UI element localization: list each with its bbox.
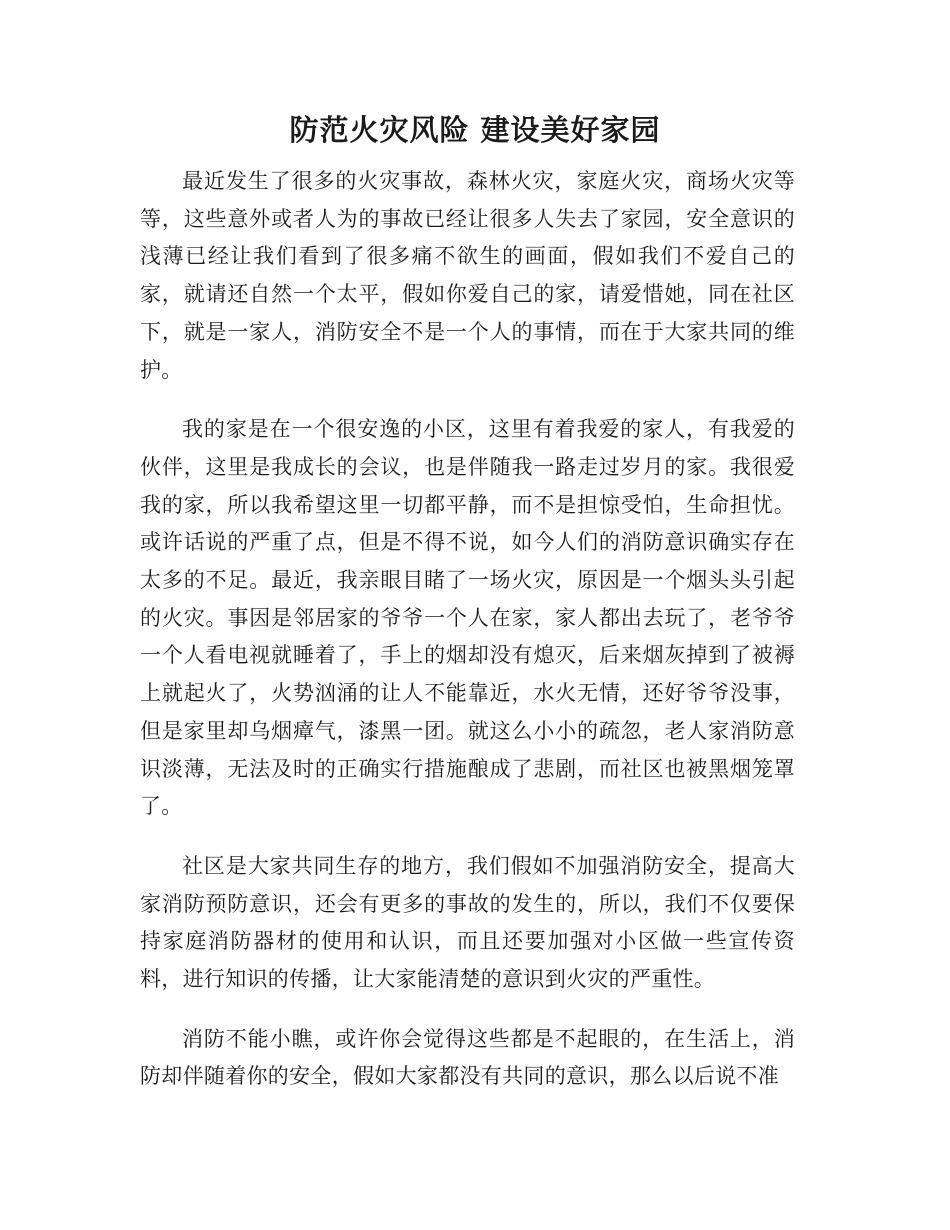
paragraph xyxy=(140,1021,795,1096)
paragraph xyxy=(140,163,795,389)
paragraph-line: 我的家，所以我希望这里一切都平静，而不是担惊受怕，生命担忧。 xyxy=(140,492,795,517)
paragraph-line: 浅薄已经让我们看到了很多痛不欲生的画面，假如我们不爱自己的 xyxy=(140,244,795,269)
paragraph-line: 护。 xyxy=(140,357,183,382)
paragraph-line: 伙伴，这里是我成长的会议，也是伴随我一路走过岁月的家。我很爱 xyxy=(140,454,795,479)
paragraph-line: 了。 xyxy=(140,794,183,819)
paragraph-line: 识淡薄，无法及时的正确实行措施酿成了悲剧，而社区也被黑烟笼罩 xyxy=(140,756,795,781)
paragraph xyxy=(140,848,795,999)
paragraph-line: 我的家是在一个很安逸的小区，这里有着我爱的家人，有我爱的 xyxy=(182,417,795,442)
paragraph xyxy=(140,411,795,826)
document-title: 防范火灾风险 建设美好家园 xyxy=(289,113,661,147)
paragraph-line: 一个人看电视就睡着了，手上的烟却没有熄灭，后来烟灰掉到了被褥 xyxy=(140,643,795,668)
paragraph-line: 料，进行知识的传播，让大家能清楚的意识到火灾的严重性。 xyxy=(140,967,716,992)
paragraph-line: 持家庭消防器材的使用和认识，而且还要加强对小区做一些宣传资 xyxy=(140,929,795,954)
paragraph-line: 社区是大家共同生存的地方，我们假如不加强消防安全，提高大 xyxy=(182,853,795,878)
paragraph-line: 最近发生了很多的火灾事故，森林火灾，家庭火灾，商场火灾等 xyxy=(182,169,795,193)
paragraph-line: 防却伴随着你的安全，假如大家都没有共同的意识，那么以后说不准 xyxy=(140,1064,779,1089)
paragraph-line: 的火灾。事因是邻居家的爷爷一个人在家，家人都出去玩了，老爷爷 xyxy=(140,605,795,630)
paragraph-line: 上就起火了，火势汹涌的让人不能靠近，水火无情，还好爷爷没事， xyxy=(140,681,795,706)
paragraph-line: 家消防预防意识，还会有更多的事故的发生的，所以，我们不仅要保 xyxy=(140,891,795,916)
document-body xyxy=(140,163,795,1118)
paragraph-line: 消防不能小瞧，或许你会觉得这些都是不起眼的，在生活上，消 xyxy=(182,1026,795,1051)
paragraph-line: 太多的不足。最近，我亲眼目睹了一场火灾，原因是一个烟头头引起 xyxy=(140,568,795,593)
paragraph-line: 家，就请还自然一个太平，假如你爱自己的家，请爱惜她，同在社区 xyxy=(140,282,795,307)
paragraph-line: 等，这些意外或者人为的事故已经让很多人失去了家园，安全意识的 xyxy=(140,206,795,231)
paragraph-line: 下，就是一家人，消防安全不是一个人的事情，而在于大家共同的维 xyxy=(140,319,795,344)
paragraph-line: 但是家里却乌烟瘴气，漆黑一团。就这么小小的疏忽，老人家消防意 xyxy=(140,718,795,743)
paragraph-line: 或许话说的严重了点，但是不得不说，如今人们的消防意识确实存在 xyxy=(140,530,795,555)
